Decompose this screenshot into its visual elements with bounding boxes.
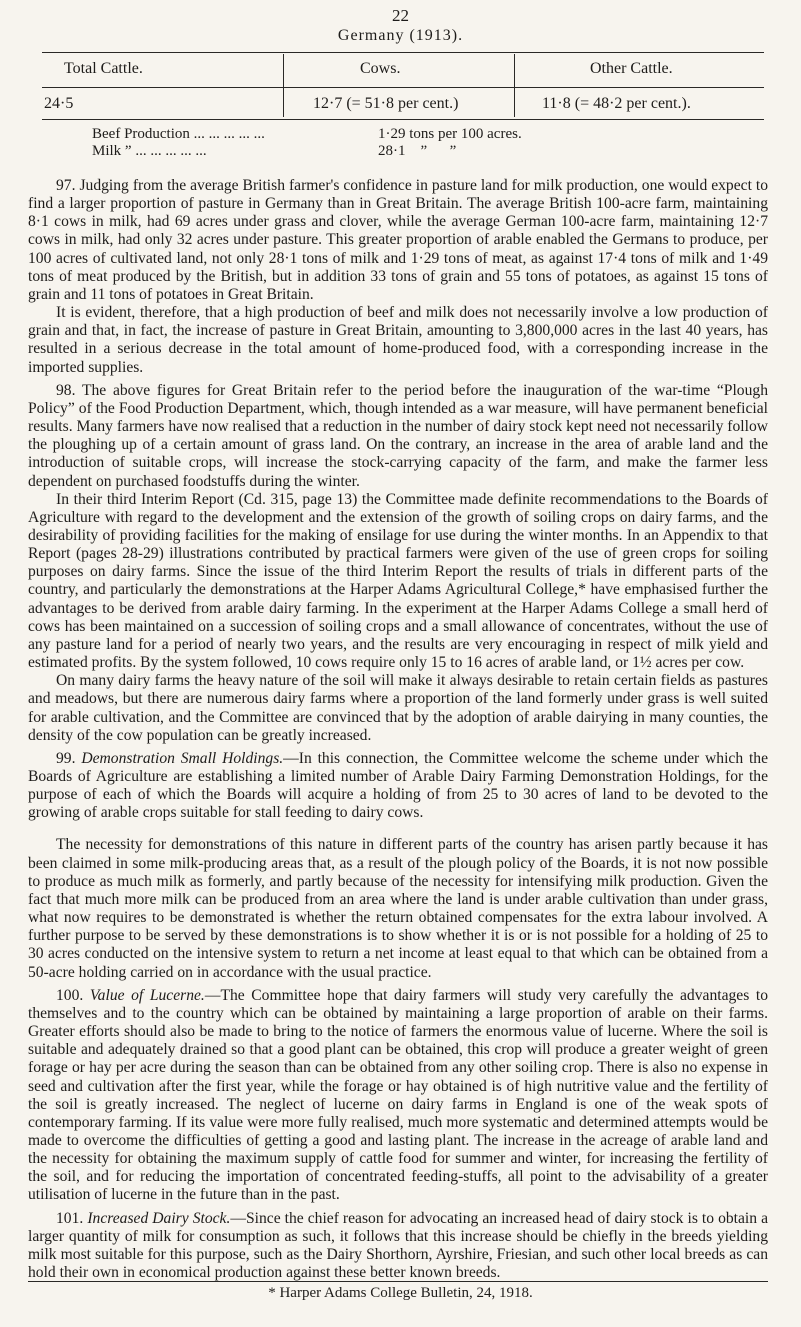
paragraph-text: —Since the chief reason for advocating an increased head of dairy stock is to obtain a larger quantity of milk for consumption as such, it follows that this increase should be chiefly in the breeds yielding milk most suitable for this purpose, such as the Dairy Shorthorn, Ayrshire, Friesian, and such other local breeds as can hold their own in economical production against these better known breeds. (28, 1209, 769, 1282)
table-header-other-cattle: Other Cattle. (590, 60, 673, 77)
stats-row-beef (92, 126, 522, 143)
footnote: * Harper Adams College Bulletin, 24, 1918. (268, 1285, 533, 1301)
paragraph-number: 101. (56, 1209, 84, 1227)
paragraph-98 (28, 382, 768, 491)
paragraph-text: On many dairy farms the heavy nature of the soil will make it always desirable to retain certain fields as pastures and meadows, but there are numerous dairy farms where a proportion of the land formerly under grass is well suited for arable cultivation, and the Committee are convinced that by the adoption of arable dairying in many counties, the density of the cow population can be greatly increased. (28, 672, 768, 744)
table-cell-total-cattle: 24·5 (44, 95, 74, 112)
paragraph-text: Judging from the average British farmer's confidence in pasture land for milk production, one would expect to find a larger proportion of pasture in Germany than in Great Britain. The average British 100-acre farm, maintaining 8·1 cows in milk, had 69 acres under grass and clover, while the average German 100-acre farm, maintaining 12·7 cows in milk, had only 32 acres under pasture. This greater proportion of arable enabled the Germans to produce, per 100 acres of cultivated land, not only 28·1 tons of milk and 1·29 tons of meat, as against 17·4 tons of milk and 1·49 tons of meat produced by the British, but in addition 33 tons of grain and 55 tons of potatoes, as against 15 tons of grain and 11 tons of potatoes in Great Britain. (28, 177, 768, 303)
stats-label: Beef Production ... ... ... ... ... (92, 126, 265, 142)
table-header-rule (42, 87, 764, 88)
paragraph-text: —In this connection, the Committee welcome the scheme under which the Boards of Agriculture are establishing a limited number of Arable Dairy Farming Demonstration Holdings, for the purpose of each of which the Boards will acquire a holding of from 25 to 30 acres of land to be devoted to the growing of arable crops suitable for stall feeding to dairy cows. (28, 749, 768, 822)
paragraph (28, 672, 768, 745)
body-text (28, 172, 768, 1282)
table-header-cows: Cows. (360, 60, 401, 77)
running-head: Germany (1913). (337, 27, 464, 44)
stats-label: Milk ” ... ... ... ... ... (92, 143, 207, 159)
table-bottom-rule (42, 119, 764, 120)
paragraph-99 (28, 750, 768, 823)
table-column-divider (514, 54, 515, 117)
paragraph-heading: Increased Dairy Stock. (87, 1209, 231, 1227)
production-stats (92, 126, 522, 160)
paragraph-101 (28, 1210, 768, 1283)
paragraph-text: The necessity for demonstrations of this nature in different parts of the country has arisen partly because it has been claimed in some milk-producing areas that, as a result of the plough policy of the Boards, it is not now possible to produce as much milk as formerly, and partly because of the necessity for intensifying milk production. Given the fact that much more milk can be produced from an area where the land is under arable cultivation than under grass, what now requires to be demonstrated is whether the return obtained compensates for the extra labour involved. A further purpose to be served by these demonstrations is to show whether it is or is not possible for a holding of 25 to 30 acres conducted on the intensive system to return a net income at least equal to that which can be obtained from a 50-acre holding carried on in accordance with the usual practice. (28, 836, 768, 981)
paragraph-text: In their third Interim Report (Cd. 315, page 13) the Committee made definite recommendations to the Boards of Agriculture with regard to the development and the extension of the growth of soiling crops on dairy farms, and the desirability of providing facilities for the making of ensilage for use during the winter months. In an Appendix to that Report (pages 28-29) illustrations contributed by practical farmers were given of the use of green crops for soiling purposes on dairy farms. Since the issue of the third Interim Report the results of trials in different parts of the country, and particularly the demonstrations at the Harper Adams Agricultural College,* have emphasised further the advantages to be derived from arable dairy farming. In the experiment at the Harper Adams College a small herd of cows has been maintained on a succession of soiling crops and a small allowance of concentrates, without the use of any pasture land for a period of nearly two years, and the results are very encouraging in respect of milk yield and estimated profits. By the system followed, 10 cows require only 15 to 16 acres of arable land, or 1½ acres per cow. (28, 490, 768, 672)
paragraph-text: The above figures for Great Britain refer to the period before the inauguration of the war-time “Plough Policy” of the Food Production Department, which, though intended as a war measure, will have permanent beneficial results. Many farmers have now realised that a reduction in the number of dairy stock kept need not necessarily follow the ploughing up of a certain amount of grass land. On the contrary, an increase in the area of arable land and the introduction of suitable crops, will increase the stock-carrying capacity of the farm, and make the farmer less dependent on purchased foodstuffs during the winter. (28, 381, 768, 490)
stats-value: 28·1 ” ” (378, 143, 457, 159)
table-cell-other-cattle: 11·8 (= 48·2 per cent.). (542, 95, 691, 112)
paragraph-heading: Demonstration Small Holdings. (81, 749, 284, 767)
table-cell-cows: 12·7 (= 51·8 per cent.) (313, 95, 459, 112)
footnote-rule (28, 1281, 768, 1282)
paragraph-text: It is evident, therefore, that a high production of beef and milk does not necessarily involve a low production of grain and that, in fact, the increase of pasture in Great Britain, amounting to 3,800,000 acres in the last 40 years, has resulted in a serious decrease in the total amount of home-produced food, with a corresponding increase in the imported supplies. (28, 304, 768, 376)
table-column-divider (283, 54, 284, 117)
paragraph-text: —The Committee hope that dairy farmers will study very carefully the advantages to themselves and to the country which can be obtained by maintaining a large proportion of arable on their farms. Greater efforts should also be made to bring to the notice of farmers the enormous value of lucerne. Where the soil is suitable and adequately drained so that a good plant can be obtained, this crop will produce a greater weight of green forage or hay per acre during the season than can be obtained from any other soiling crop. There is also no expense in seed and cultivation after the first year, while the forage or hay obtained is of high nutritive value and the fertility of the soil is greatly increased. The neglect of lucerne on dairy farms in England is one of the weak spots of contemporary farming. If its value were more fully realised, much more systematic and determined attempts would be made to overcome the difficulties of getting a good and lasting plant. The increase in the acreage of arable land and the necessity for obtaining the maximum supply of cattle food for summer and winter, for increasing the fertility of the soil, and for reducing the importation of concentrated feeding-stuffs, all point to the advisability of a greater utilisation of lucerne in the future than in the past. (28, 986, 768, 1204)
page-number: 22 (392, 6, 409, 25)
stats-value: 1·29 tons per 100 acres. (378, 126, 522, 142)
paragraph (28, 836, 768, 981)
paragraph (28, 304, 768, 377)
paragraph-number: 97. (56, 177, 76, 194)
paragraph-number: 98. (56, 381, 76, 399)
table-header-total-cattle: Total Cattle. (64, 60, 143, 77)
table-top-rule (42, 52, 764, 53)
paragraph-number: 100. (56, 986, 84, 1004)
paragraph (28, 491, 768, 673)
paragraph-number: 99. (56, 749, 76, 767)
paragraph-heading: Value of Lucerne. (89, 986, 205, 1004)
paragraph-100 (28, 987, 768, 1205)
stats-row-milk (92, 143, 522, 160)
paragraph-97 (28, 177, 768, 304)
